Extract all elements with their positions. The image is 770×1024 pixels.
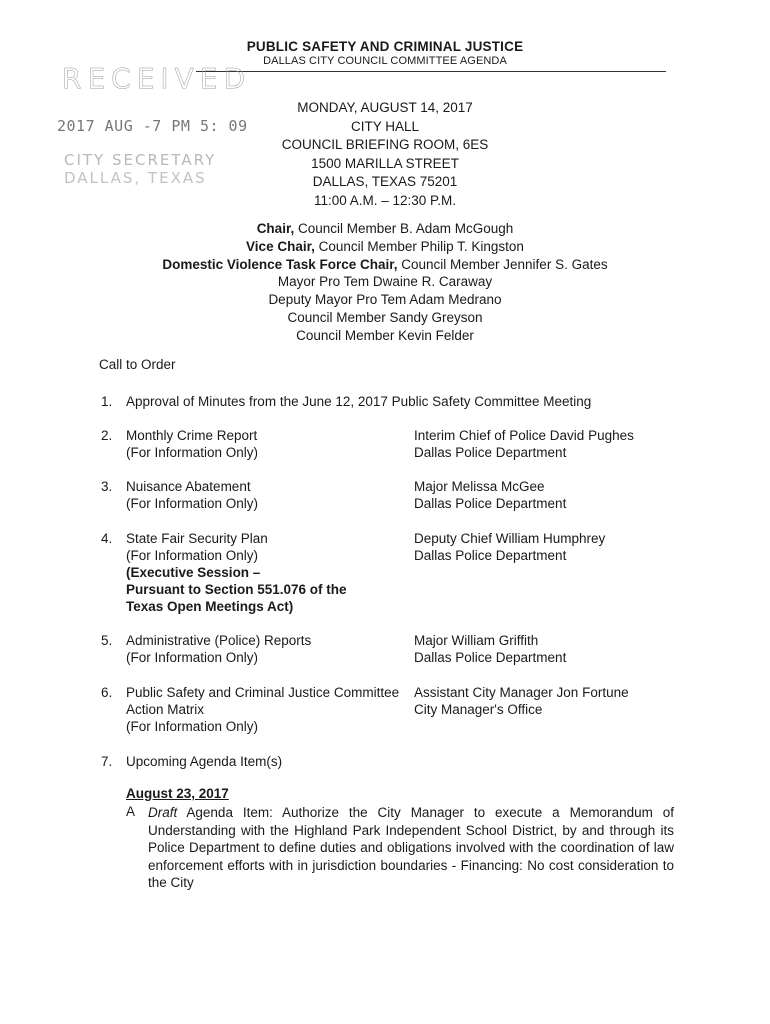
presenter-department: Dallas Police Department: [414, 445, 567, 460]
upcoming-meeting-date: August 23, 2017: [126, 786, 229, 801]
meeting-city: DALLAS, TEXAS 75201: [312, 174, 458, 189]
item-description: [126, 478, 396, 512]
member-line: [90, 273, 680, 291]
member-name: Council Member Sandy Greyson: [287, 309, 483, 325]
item-note: (For Information Only): [126, 650, 259, 665]
presenter-name: Major Melissa McGee: [414, 479, 545, 494]
received-stamp-city: DALLAS, TEXAS: [64, 169, 207, 187]
item-title: Upcoming Agenda Item(s): [126, 754, 283, 769]
member-name: Deputy Mayor Pro Tem Adam Medrano: [268, 292, 502, 308]
item-presenter: [414, 632, 714, 666]
item-number: 1.: [101, 394, 113, 409]
item-title: Nuisance Abatement: [126, 479, 251, 494]
upcoming-item-description: [148, 804, 674, 892]
upcoming-item-letter: A: [126, 804, 136, 819]
item-title: Approval of Minutes from the June 12, 2017 Public Safety Committee Meeting: [126, 394, 592, 409]
item-executive-session: (Executive Session –: [126, 565, 261, 580]
document-subtitle: DALLAS CITY COUNCIL COMMITTEE AGENDA: [263, 55, 507, 67]
presenter-department: Dallas Police Department: [414, 496, 567, 511]
member-line: [90, 291, 680, 309]
meeting-time: 11:00 A.M. – 12:30 P.M.: [313, 192, 457, 208]
received-stamp-office: CITY SECRETARY: [64, 151, 217, 169]
item-number: 5.: [101, 633, 113, 648]
meeting-details: [200, 99, 570, 210]
meeting-room: COUNCIL BRIEFING ROOM, 6ES: [281, 137, 489, 152]
item-note: (For Information Only): [126, 548, 259, 563]
member-line: [90, 256, 680, 274]
item-title-cont: Action Matrix: [126, 702, 205, 717]
item-note: (For Information Only): [126, 445, 259, 460]
member-line: [90, 327, 680, 345]
draft-label: Draft: [148, 805, 178, 820]
member-line: [90, 238, 680, 256]
member-role: Domestic Violence Task Force Chair,: [162, 256, 398, 272]
item-description: [126, 632, 396, 666]
item-number: 6.: [101, 685, 113, 700]
member-name: Council Member Jennifer S. Gates: [397, 256, 608, 272]
call-to-order: Call to Order: [99, 357, 176, 372]
meeting-date: MONDAY, AUGUST 14, 2017: [297, 100, 473, 115]
item-title: State Fair Security Plan: [126, 531, 268, 546]
item-number: 7.: [101, 754, 113, 769]
item-presenter: [414, 427, 714, 461]
member-role: Chair,: [256, 221, 295, 236]
item-description: [126, 530, 396, 615]
presenter-name: Deputy Chief William Humphrey: [414, 531, 606, 546]
presenter-name: Assistant City Manager Jon Fortune: [414, 685, 629, 700]
upcoming-item-text: Agenda Item: Authorize the City Manager to execute a Memorandum of Understanding with the Highland Park Independent School District, by and through its Police Department to define duties and obligations involved with the coordination of law enforcement efforts with in jurisdiction boundaries - Financing: No cost consideration to the City: [148, 805, 674, 891]
presenter-department: Dallas Police Department: [414, 548, 567, 563]
member-name: Mayor Pro Tem Dwaine R. Caraway: [277, 274, 493, 290]
item-description: [126, 684, 406, 735]
member-name: Council Member B. Adam McGough: [294, 221, 514, 236]
item-number: 4.: [101, 531, 113, 546]
member-line: [90, 309, 680, 327]
received-stamp-datetime: 2017 AUG -7 PM 5: 09: [57, 117, 248, 135]
member-role: Vice Chair,: [246, 238, 315, 254]
member-name: Council Member Kevin Felder: [296, 327, 474, 343]
document-title: PUBLIC SAFETY AND CRIMINAL JUSTICE: [246, 39, 524, 54]
presenter-name: Major William Griffith: [414, 633, 539, 648]
presenter-department: City Manager's Office: [414, 702, 543, 717]
item-presenter: [414, 684, 714, 718]
presenter-department: Dallas Police Department: [414, 650, 567, 665]
item-note: (For Information Only): [126, 719, 259, 734]
item-note: (For Information Only): [126, 496, 259, 511]
member-line: [90, 220, 680, 238]
item-title: Administrative (Police) Reports: [126, 633, 312, 648]
meeting-venue: CITY HALL: [350, 118, 420, 134]
item-presenter: [414, 530, 714, 564]
item-title: Public Safety and Criminal Justice Committee: [126, 685, 400, 700]
item-executive-session: Texas Open Meetings Act): [126, 599, 294, 614]
received-stamp: RECEIVED: [62, 62, 252, 95]
item-title: Monthly Crime Report: [126, 428, 258, 443]
presenter-name: Interim Chief of Police David Pughes: [414, 428, 634, 443]
item-executive-session: Pursuant to Section 551.076 of the: [126, 582, 347, 597]
item-description: [126, 427, 396, 461]
item-number: 2.: [101, 428, 113, 443]
member-name: Council Member Philip T. Kingston: [314, 238, 524, 254]
committee-members: [90, 220, 680, 345]
item-number: 3.: [101, 479, 113, 494]
header-divider: [196, 71, 666, 72]
meeting-street: 1500 MARILLA STREET: [311, 155, 459, 171]
item-presenter: [414, 478, 714, 512]
